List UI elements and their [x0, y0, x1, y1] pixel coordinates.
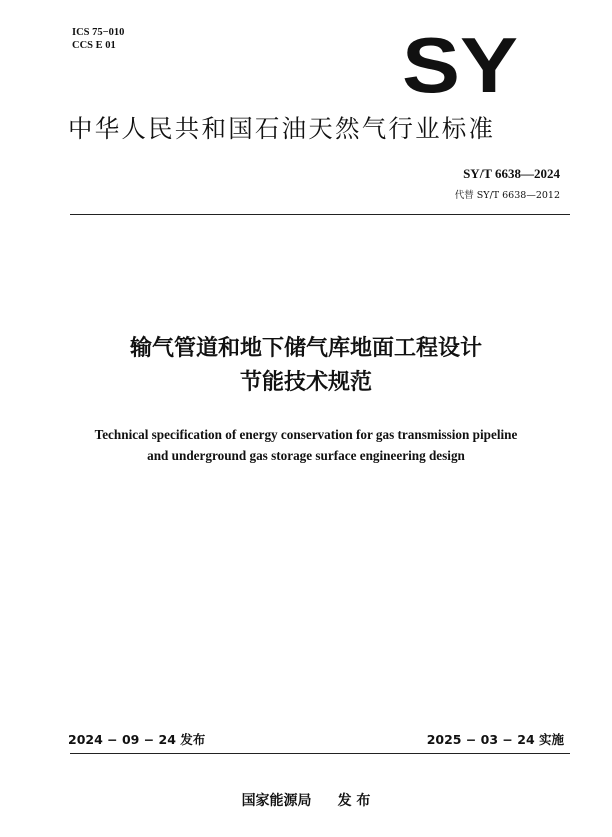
title-en-line-1: Technical specification of energy conservation for gas transmission pipeline [94, 427, 518, 442]
issuer-action: 发 布 [337, 793, 371, 809]
issuer-name: 国家能源局 [241, 793, 312, 809]
replaces-standard: 代替 SY/T 6638—2012 [454, 190, 560, 201]
sy-logo-text: SY [402, 28, 518, 102]
effective-date: 2025 − 03 − 24 实施 [426, 732, 564, 747]
classification-codes [72, 26, 124, 52]
footer-divider [70, 753, 570, 754]
ccs-code: CCS E 01 [72, 40, 116, 51]
document-title-en [0, 424, 612, 466]
issue-date: 2024 − 09 − 24 发布 [68, 732, 206, 747]
standard-number: SY/T 6638—2024 [463, 166, 560, 181]
title-cn-line-2: 节能技术规范 [239, 370, 372, 395]
ics-code: ICS 75−010 [72, 27, 125, 38]
issuer [0, 790, 612, 810]
sy-logo [400, 28, 520, 102]
title-en-line-2: and underground gas storage surface engineering design [147, 448, 465, 463]
title-cn-line-1: 输气管道和地下储气库地面工程设计 [129, 336, 482, 361]
header-divider [70, 214, 570, 215]
national-standard-title: 中华人民共和国石油天然气行业标准 [68, 114, 496, 143]
document-title-cn [0, 332, 612, 400]
